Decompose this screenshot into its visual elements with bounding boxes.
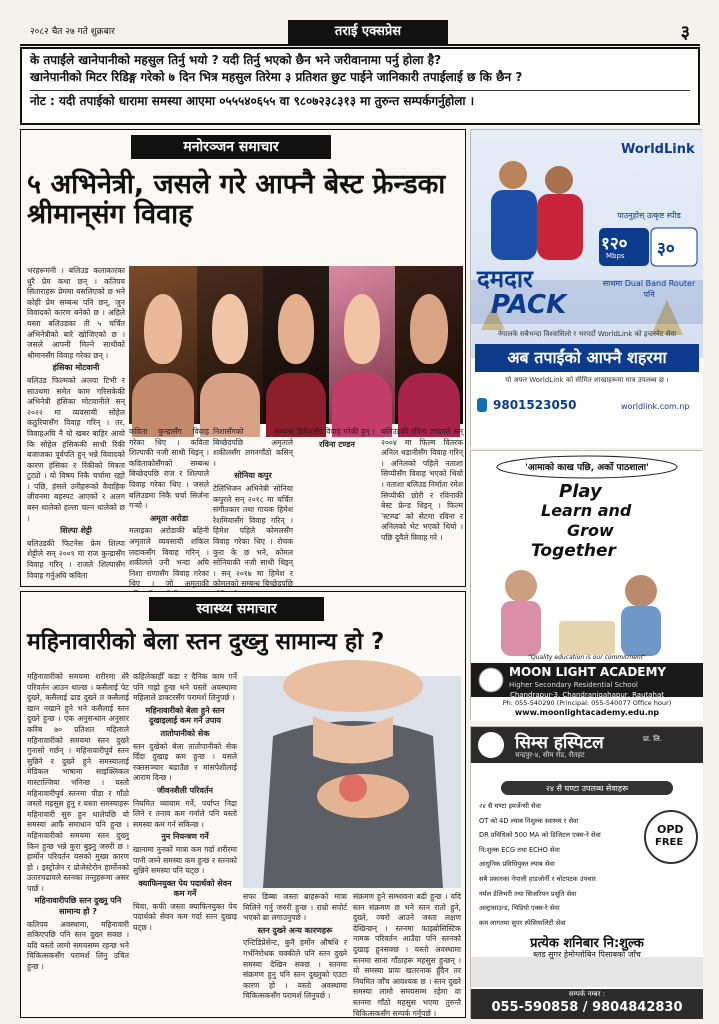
saturday-free-sub: ब्लड सुगर हेमोग्लोबिन पिसाबको जाँच xyxy=(533,950,641,959)
academy-slogan: 'आमाको काख पछि, अर्को पाठशाला' xyxy=(525,463,649,473)
woman-chest-pain-illustration xyxy=(243,676,461,888)
photo-strip xyxy=(471,957,703,987)
actress-photo-shilpa-1 xyxy=(197,266,263,424)
article-paragraph: बलिउडकी फिटनेस फ्रेम शिल्पा शेट्टीले सन् २००९ मा राज कुन्द्रासँग विवाह गरिन् । राजले शिल्पासँग विवाह गर्नुअघि कविता xyxy=(27,538,125,580)
child-1-body xyxy=(501,601,541,656)
learn-text: Learn and xyxy=(541,501,632,520)
health-headline: महिनावारीको बेला स्तन दुख्नु सामान्य हो ? xyxy=(27,629,385,655)
article-paragraph: स्तन दुख्ने समस्या लामो समयसम्म रहेमा वा स्तनमा गाँठो महसुस भएमा तुरुन्तै चिकित्सकसँग सम्पर्क गर्नुपर्छ । xyxy=(353,976,461,1018)
service-item: OT को 4D ल्याब निशुल्क स्वास्थ्य र सेवा xyxy=(479,816,579,825)
opd-text: OPD xyxy=(657,823,684,836)
article-paragraph: भरहरूमनी । बलिउड कलाकारका धुरै प्रेम कथा छन् । कतिपय सिताराहरू प्रेममा यसलिएको छ भने कोही प्रेम सम्बन्ध पनि छन्, जुन विवादको कारण बनेको छ । अहिले यस्ता बलिउडका ती ५ चर्चित अभिनेत्रीको बारे खोजिएको छ । जसले आफ्नी मिल्ने साथीको श्रीमानसँग विवाह गरेका छन् । xyxy=(27,266,125,360)
entertainment-headline: ५ अभिनेत्री, जसले गरे आफ्नै बेस्ट फ्रेन्डका श्रीमान्‌संग विवाह xyxy=(27,169,446,230)
child-2-head xyxy=(625,575,657,607)
hospital-contact: 055-590858 / 9804842830 xyxy=(491,1000,683,1015)
child-1-head xyxy=(505,570,537,602)
academy-name: MOON LIGHT ACADEMY xyxy=(509,665,667,679)
health-column-1 xyxy=(27,672,129,1015)
cricketer-2-head xyxy=(545,166,573,194)
health-column-2 xyxy=(133,672,237,1015)
saturday-free-banner: प्रत्येक शनिबार नि:शुल्क xyxy=(530,936,644,951)
subheading: महिनावारीपछि स्तन दुख्नु पनि सामान्य हो ? xyxy=(34,896,122,917)
hospital-services-title: २४ सै घण्टा उपलब्ध सेवाहरू xyxy=(545,784,629,793)
page-header xyxy=(20,20,700,46)
service-item: आधुनिक प्रविधियुक्त ल्याब सेवा xyxy=(479,860,555,869)
play-text: Play xyxy=(559,481,602,502)
actress-photo-amrita xyxy=(395,266,463,424)
moonlight-academy-advertisement xyxy=(470,450,702,720)
subheading: क्याफिनयुक्त पेय पदार्थको सेवन कम गर्ने xyxy=(138,878,232,899)
article-paragraph: संक्रमण हुने सम्भावना बढी हुन्छ । यदि स्तन संक्रमण छ भने स्तन रातो हुने, दुख्ने, ज्वरो आउने जस्ता लक्षण देखिन्छन् । xyxy=(353,892,461,933)
hospital-name-suffix: प्रा. लि. xyxy=(643,735,663,743)
article-paragraph: सफा डिब्बा जस्ता ब्राहरूको मात्रा मिलिने गर्नु जरुरी हुन्छ । राम्रो सपोर्ट भएको ब्रा लगाउनुपर्छ । xyxy=(243,892,347,923)
article-paragraph: पछि, हंसले उनीहरूको वैवाहिक जीवनमा बहस्पट आएको र अलग बस्न थालेको हल्ला चल्न थालेको छ । xyxy=(27,481,126,523)
academy-subtitle: Higher Secondary Residential School xyxy=(509,681,638,689)
actress-photo-shilpa-2 xyxy=(329,266,395,424)
article-paragraph: एन्टिडिप्रेसेन्ट, कुनै हर्मोन औषधि र गर्भनिरोधक चक्कीले पनि स्तन दुख्ने समस्या देखिन सक्छ । स्तनमा संक्रमण हुनु पनि स्तन दुख्नुको एउटा कारण हो । यस्तो अवस्थामा चिकित्सकसँग परामर्श लिनुपर्छ । xyxy=(243,938,347,1001)
worldlink-phone: 9801523050 xyxy=(493,398,577,412)
worldlink-logo: WorldLink xyxy=(621,142,695,157)
academy-address: Chandrapur-3, Chandranigahapur, Rautahat xyxy=(509,691,665,699)
price-value: ३० xyxy=(657,239,675,259)
article-paragraph: टेलिभिजन अभिनेत्री सोनिया कपुरले सन् २०१८ मा चर्चित संगीतकार तथा गायक हिमेश रेशमियासँग विवाह गरिन् । हिमेश पहिले कोमलसँग विवाह गरेका थिए । रोचक कुरा के छ भने, कोमल सोनियाकी नजी साथी थिइन् । सन् २०१७ मा हिमेश र कोमलको सम्बन्ध बिच्छेदपछि xyxy=(213,483,293,589)
actress-photo-raveena xyxy=(263,266,329,424)
subheading: नुन नियन्त्रण गर्ने xyxy=(161,832,209,842)
health-photo xyxy=(243,676,461,888)
health-section xyxy=(20,591,466,1018)
notice-line-1: के तपाईंले खानेपानीको महसुल तिर्नु भयो ? यदी तिर्नु भएको छैन भने जरीवानामा पर्नु होला है? xyxy=(30,53,442,67)
article-paragraph: महिनावारीको समयमा शरीरमा धेरै परिवर्तन आउन थाल्छ । कसैलाई पेट दुख्ने, कसैलाई ढाड दुख्ने त कसैलाई खान नखाने हुने भने कसैलाई स्तन दुख्ने हुन्छ । एक अनुसन्धान अनुसार करिब ७० प्रतिशत महिलाले महिनावारीको समयमा स्तन दुख्ने गुनासो गर्छन् । महिनावारीपूर्व स्तन सुन्निने र दुख्ने हुने समस्यालाई मेडिकल भाषामा साइक्लिकल मास्टाल्जिया भनिन्छ । यस्तो महिनावारीपूर्व स्तनमा पीडा र गाँठो जस्तो महसुस हुनु र यस्ता समस्याहरू महिनावारी सुरु हुन थालेपछि यो समस्या आफैं समाधान पनि हुन्छ । xyxy=(27,672,129,830)
article-paragraph: निशासँगको सम्बन्ध बिच्छेदपछि अमृताले शकीलसँग लगनगाँठो कसिन् । xyxy=(213,427,293,468)
worldlink-info-line: नेपालके सबैभन्दा विश्वासिलो र भरपर्दो WorldLink को इन्टरनेट सेवा xyxy=(497,330,677,338)
hospital-address: चन्द्रपुर-४, सीम रोड, रौतहट xyxy=(515,751,585,759)
newspaper-name: तराई एक्सप्रेस xyxy=(288,20,448,44)
entertainment-column-1 xyxy=(27,266,125,584)
issue-date: २०८२ चैत २७ गते शुक्रबार xyxy=(30,27,115,37)
service-item: नर्मल डेलिभरी तथा सिजरियन प्रसूति सेवा xyxy=(479,889,577,898)
subheading: तातोपानीको सेक xyxy=(160,728,210,738)
free-text: FREE xyxy=(655,837,684,848)
entertainment-column-5 xyxy=(381,427,463,584)
subheading: शिल्पा शेट्टी xyxy=(60,526,92,536)
grow-text: Grow xyxy=(567,521,614,540)
notice-line-2: खानेपानीको मिटर रिडिङ्ग गरेको ७ दिन भित्र महसुल तिरेमा ३ प्रतिशत छुट पाईने जानिकारी तपाईलाई छ कि छैन ? xyxy=(30,70,523,84)
entertainment-column-4 xyxy=(297,427,377,584)
book-illustration xyxy=(559,621,615,655)
article-paragraph: बलिउड फिल्मको अलवा टिभी र साउथमा समेत काम गरिसकेकी अभिनेत्री हंसिका मोटवानीले सन् २०२२ मा व्यवसायी सोहेल कठुरियासँग विवाह गरिन् । तर, विवाहअघि नै यो खबर बाहिर आयो कि सोहेल हंसिककी साथी रिंकी बजाजका पूर्वपति हुन् भन्ने विवादको कारण हंसिका र रिंकीको मित्रता टुट्यो । यो विषय निकै चर्चामा रह्यो । xyxy=(27,375,125,491)
phone-icon xyxy=(477,398,487,412)
service-item: नि:शुल्क ECG तथा ECHO सेवा xyxy=(479,845,560,854)
cricketer-1-body xyxy=(491,190,537,260)
article-paragraph: मलाइका अरोडाकी बहिनी अमृताले व्यवसायी शकिल लदाकसँग विवाह गरिन् । शकीलले उनी भन्दा अघि निशा राणासँग विवाह गरेका थिए । जो अमृताकी xyxy=(129,526,209,589)
actress-photo-hansika xyxy=(129,266,197,424)
article-paragraph: नियमित व्यायाम गर्ने, पर्याप्त निद्रा लिने र तनाव कम गर्नाले पनि यस्तो समस्या कम गर्न सकिन्छ । xyxy=(133,798,237,829)
speed-tagline: पाउनुहोस् उत्कृष्ट स्पीड xyxy=(617,211,681,220)
together-text: Together xyxy=(531,541,616,561)
subheading: सोनिया कपुर xyxy=(234,471,272,481)
section-label-health: स्वास्थ्य समाचार xyxy=(149,597,324,621)
notice-note: नोट : यदी तपाईको धारामा समस्या आएमा ०५५५४०६५५ वा ९८०७२३८३१३ मा तुरुन्त सम्पर्कगर्नुहोला । xyxy=(30,90,690,110)
worldlink-website: worldlink.com.np xyxy=(621,402,690,411)
speed-value: १२० xyxy=(601,234,628,254)
article-paragraph: कतिपय अवस्थामा, महिनावारी सकिएपछि पनि स्तन दुख्न सक्छ । यदि यस्तो लामो समयसम्म रहन्छ भने चिकित्सकसँग परामर्श लिनु उचित हुन्छ । xyxy=(27,919,129,972)
article-paragraph: स्तन दुखेको बेला तातोपानीको सेक दिँदा दुखाइ कम हुन्छ । यसले रक्तसञ्चार बढाउँछ र मांसपेशीलाई आराम दिन्छ । xyxy=(133,741,237,783)
hospital-services-list xyxy=(479,799,645,930)
subheading: हंसिका मोटवानी xyxy=(52,363,100,373)
cricketer-2-body xyxy=(537,194,583,260)
article-paragraph: महिनावारीको समयमा स्तन दुख्नु किन हुन्छ भन्ने कुरा बुझ्नु जरुरी छ । हार्मोन परिवर्तन यसको मुख्य कारण हो । इस्ट्रोजेन र प्रोजेस्टेरोन हार्मोनको उतारचढावले स्तनका तन्तुहरूमा असर पार्छ । xyxy=(27,830,130,893)
subheading: अमृता अरोडा xyxy=(149,513,189,523)
contact-label: सम्पर्क नम्बर : xyxy=(568,990,606,998)
service-item: DR प्रविधिको 500 MA को डिजिटल एक्स-रे सेवा xyxy=(479,831,601,840)
academy-website: www.moonlightacademy.edu.np xyxy=(514,708,660,717)
article-paragraph: हिमेशसँग विवाह गरेकी हुन् । xyxy=(297,427,375,436)
article-paragraph: कविता कुन्द्रासँग विवाह गरेका थिए । कविता शिल्पाकी नजी साथी थिइन् । कविताकोसँगको सम्बन्ध बिच्छेदपछि राज र शिल्पाले विवाह गरेका थिए । जसले बलिउडमा निकै चर्चा सिर्जना गर्‍यो । xyxy=(129,427,209,511)
service-item: अल्ट्रासाउन्ड, भिडियो एक्स-रे सेवा xyxy=(479,904,560,913)
worldlink-advertisement xyxy=(470,129,702,447)
actresses-photo xyxy=(129,266,463,424)
worldlink-subline: यो अफर WorldLink को सीमित शाखाहरूमा मात्र उपलब्ध छ । xyxy=(505,376,669,384)
speed-unit: Mbps xyxy=(606,252,625,260)
pack-title: PACK xyxy=(491,290,567,320)
article-paragraph: बलिउडकी रविना टण्डनले सन् २००४ मा फिल्म वितरक अनिल थडानीसँग विवाह गरिन् । अनिलको पहिले नताशा सिप्पीसँग विवाह भएको थियो । नताशा बलिउड निर्माता रमेश सिप्पीकी छोरी र रविनाकी बेस्ट फ्रेन्ड थिइन् । फिल्म 'स्टम्प्ड' को सेटमा रविना र अनिलको भेट भएको थियो । पछि दुवैले विवाह गरे । xyxy=(381,427,463,542)
academy-motto: "Quality education is our commitment" xyxy=(528,654,646,661)
service-item: कम लागतमा सुपर स्पेसियालिटी सेवा xyxy=(479,918,566,927)
entertainment-section xyxy=(20,129,466,587)
article-paragraph: कहिलेकाहीँ कडा र दैनिक काम गर्ने पनि गाह्रो हुन्छ भने यस्तो अवस्थामा महिलाले डाक्टरसँग परामर्श लिनुपर्छ । xyxy=(133,672,237,703)
hospital-logo xyxy=(478,732,504,758)
article-paragraph: खानामा नुनको मात्रा कम गर्दा शरीरमा पानी जम्ने समस्या कम हुन्छ र स्तनको सुन्निने समस्या पनि घट्छ । xyxy=(133,844,237,876)
child-2-body xyxy=(621,606,661,656)
water-notice-box xyxy=(20,47,700,125)
academy-logo xyxy=(479,668,503,692)
router-text: साथमा Dual Band Router पनि xyxy=(602,279,696,299)
subheading: रविना टण्डन xyxy=(319,439,355,449)
sims-hospital-advertisement xyxy=(470,726,702,1018)
page-number: ३ xyxy=(680,22,690,43)
service-item: २४ सै घण्टा इमर्जेन्सी सेवा xyxy=(479,802,541,810)
service-item: सबै प्रकारका नेपाली हाडजोर्नी र चोटपटक उपचार xyxy=(479,874,596,883)
subheading: स्तन दुख्ने अन्य कारणहरू xyxy=(257,925,333,935)
section-label-entertainment: मनोरञ्जन समाचार xyxy=(131,135,331,159)
worldlink-headline: अब तपाईंको आफ्नै शहरमा xyxy=(475,344,699,372)
entertainment-column-2 xyxy=(129,427,209,589)
academy-phone: Ph: 055-540290 (Principal: 055-540077 Office hour) xyxy=(502,699,672,707)
damdar-title: दमदार xyxy=(477,265,533,293)
subheading: जीवनशैली परिवर्तन xyxy=(157,785,213,795)
entertainment-column-3 xyxy=(213,427,293,589)
hospital-name: सिम्स हस्पिटल xyxy=(515,733,604,753)
article-paragraph: स्तनमा फाइब्रोसिस्टिक नामक परिवर्तन आउँदा पनि स्तनको दुखाइ हुनसक्छ । यस्तो अवस्थामा स्तनमा साना गाँठाहरू महसुस हुन्छन् । यो समस्या प्रायः खतरनाक हुँदैन तर नियमित जाँच आवश्यक छ । xyxy=(353,923,461,986)
health-column-4 xyxy=(353,892,461,1018)
cricketer-1-head xyxy=(499,161,527,189)
article-paragraph: चिया, कफी जस्ता क्याफिनयुक्त पेय पदार्थको सेवन कम गर्दा स्तन दुखाइ घट्छ । xyxy=(133,901,237,933)
health-column-3 xyxy=(243,892,347,1015)
subheading: महिनावारीको बेला हुने स्तन दुखाइलाई कम गर्ने उपाय xyxy=(145,705,225,726)
